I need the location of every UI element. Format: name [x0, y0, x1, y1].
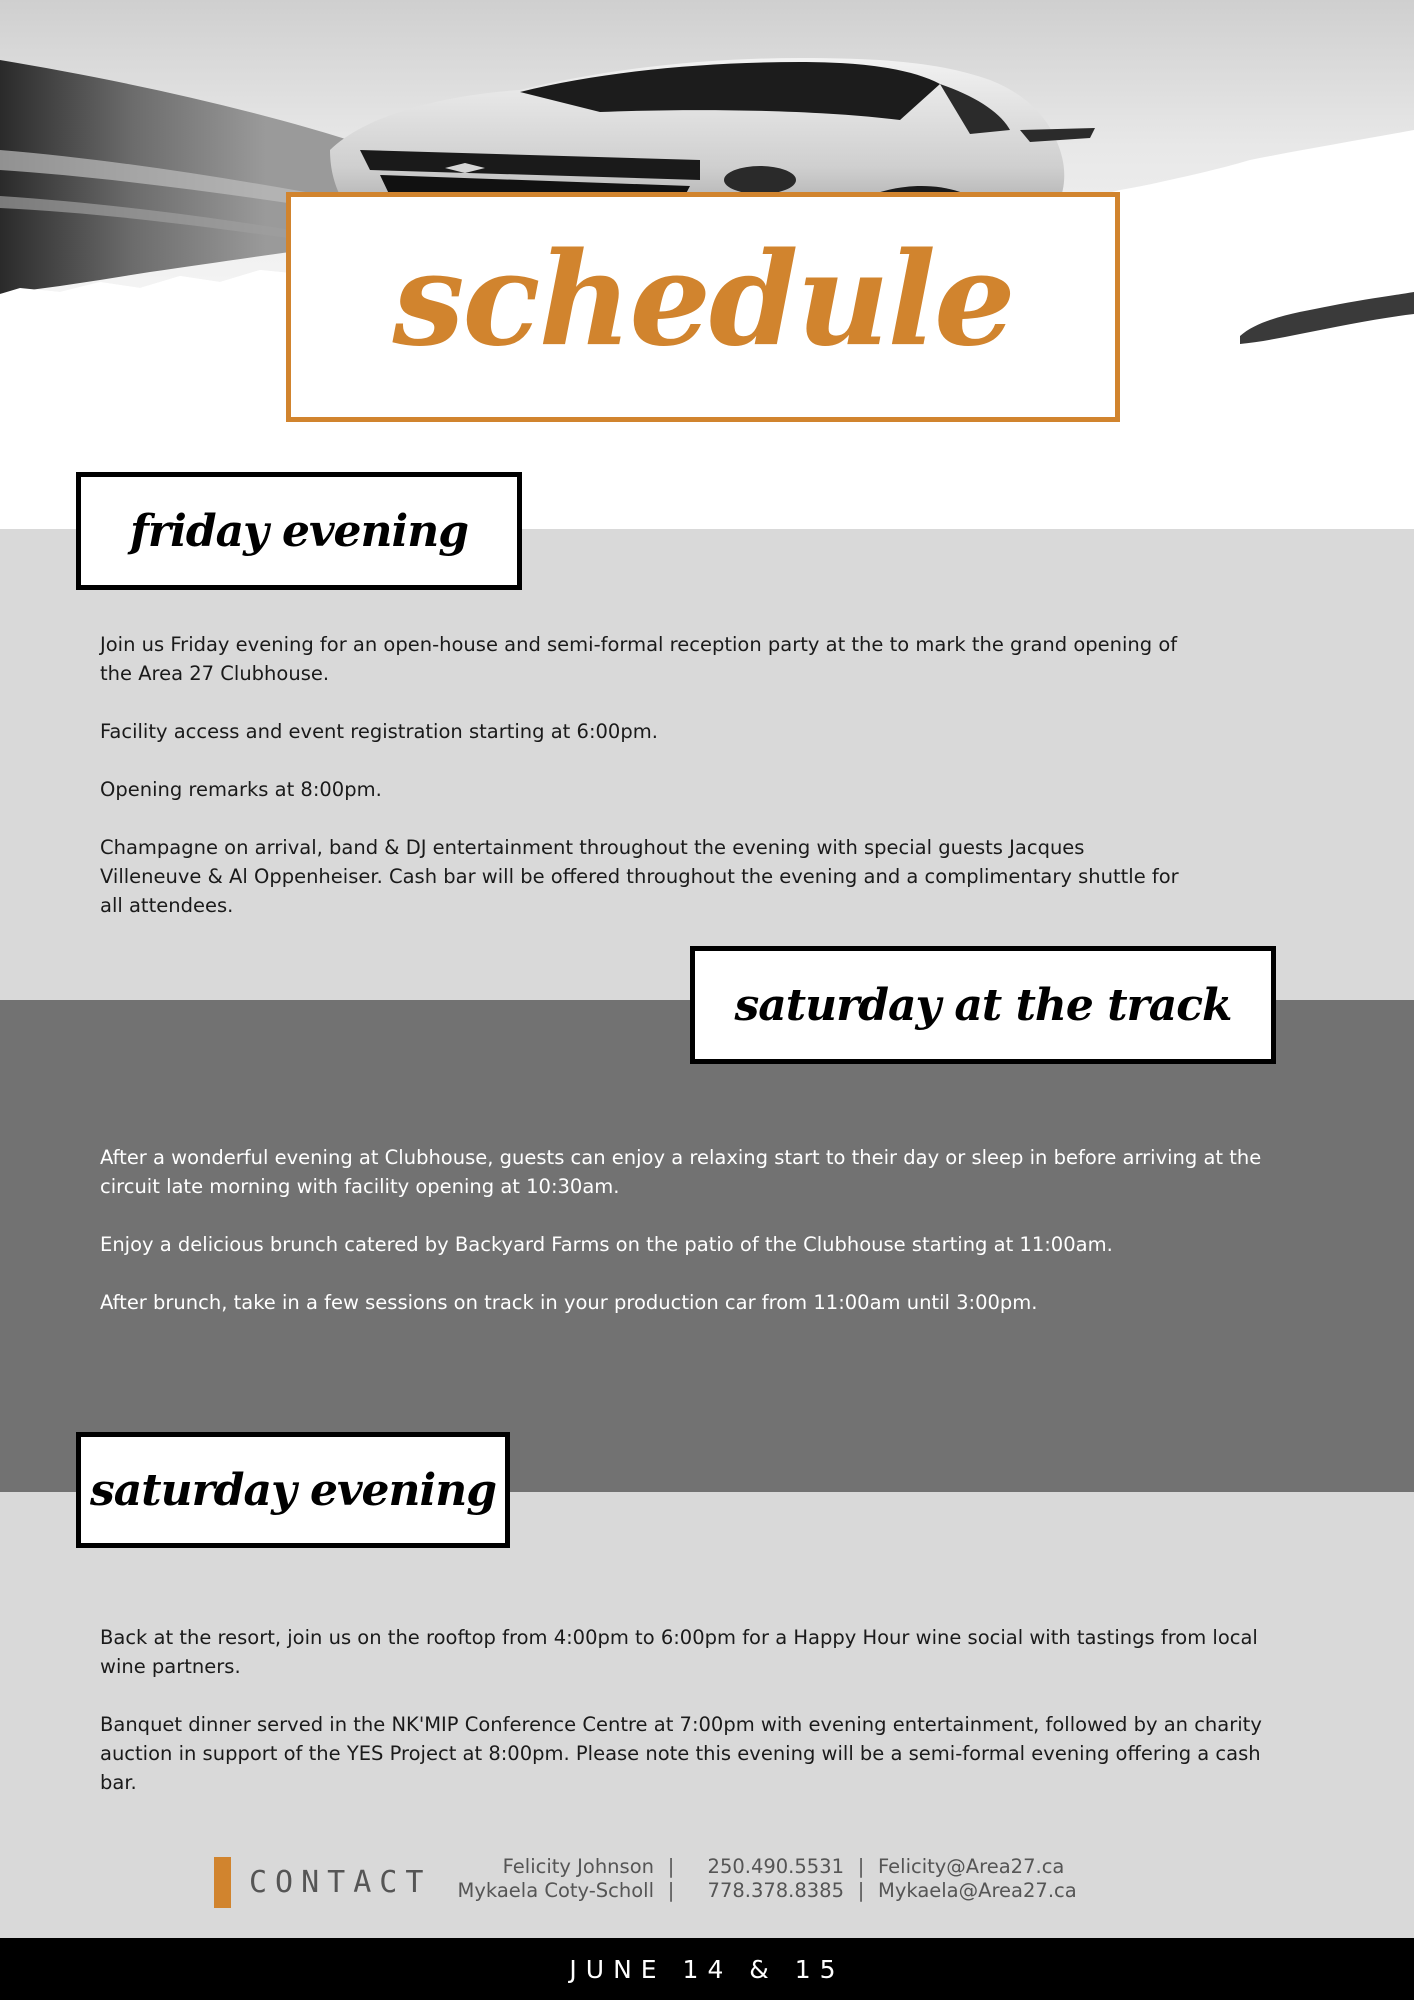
friday-paragraph: Facility access and event registration starting at 6:00pm. — [100, 720, 658, 743]
contact-row — [414, 1879, 1234, 1903]
friday-text — [100, 630, 1180, 949]
contact-phone[interactable]: 250.490.5531 — [707, 1855, 844, 1878]
contact-block — [214, 1855, 1214, 1907]
saturday-track-paragraph: After brunch, take in a few sessions on track in your production car from 11:00am until 3:00pm. — [100, 1291, 1038, 1314]
contact-separator: | — [667, 1879, 675, 1902]
friday-heading-box — [76, 472, 522, 590]
saturday-evening-text — [100, 1623, 1300, 1826]
footer-bar — [0, 1938, 1414, 2000]
contact-phone[interactable]: 778.378.8385 — [707, 1879, 844, 1902]
contact-separator: | — [857, 1855, 865, 1878]
saturday-evening-heading-box — [76, 1432, 510, 1548]
saturday-track-heading: saturday at the track — [734, 979, 1232, 1031]
title-frame — [286, 192, 1120, 422]
contact-accent-bar — [214, 1857, 231, 1908]
contact-name: Mykaela Coty-Scholl — [457, 1879, 654, 1902]
saturday-track-text — [100, 1143, 1300, 1346]
contact-row — [414, 1855, 1234, 1879]
contact-list — [414, 1855, 1234, 1903]
saturday-evening-paragraph: Back at the resort, join us on the rooftop from 4:00pm to 6:00pm for a Happy Hour wine social with tastings from local wine partners. — [100, 1626, 1258, 1678]
friday-paragraph: Opening remarks at 8:00pm. — [100, 778, 382, 801]
contact-email[interactable]: Felicity@Area27.ca — [878, 1855, 1065, 1878]
contact-separator: | — [667, 1855, 675, 1878]
saturday-track-paragraph: Enjoy a delicious brunch catered by Backyard Farms on the patio of the Clubhouse starting at 11:00am. — [100, 1233, 1113, 1256]
saturday-evening-heading: saturday evening — [90, 1464, 496, 1516]
page-title: schedule — [392, 225, 1014, 375]
saturday-track-heading-box — [690, 946, 1276, 1064]
contact-label: CONTACT — [249, 1865, 432, 1900]
saturday-evening-paragraph: Banquet dinner served in the NK'MIP Conference Centre at 7:00pm with evening entertainment, followed by an charity auction in support of the YES Project at 8:00pm. Please note this evening will be a semi-formal evening offering a cash bar. — [100, 1713, 1262, 1794]
friday-paragraph: Champagne on arrival, band & DJ entertainment throughout the evening with special guests Jacques Villeneuve & Al Oppenheiser. Cash bar will be offered throughout the evening and a complimentary shuttle for all attendees. — [100, 836, 1179, 917]
event-date: JUNE 14 & 15 — [569, 1954, 845, 1984]
friday-paragraph: Join us Friday evening for an open-house and semi-formal reception party at the to mark the grand opening of the Area 27 Clubhouse. — [100, 633, 1178, 685]
contact-email[interactable]: Mykaela@Area27.ca — [878, 1879, 1077, 1902]
saturday-track-paragraph: After a wonderful evening at Clubhouse, guests can enjoy a relaxing start to their day or sleep in before arriving at the circuit late morning with facility opening at 10:30am. — [100, 1146, 1262, 1198]
contact-name: Felicity Johnson — [502, 1855, 654, 1878]
friday-heading: friday evening — [130, 505, 468, 557]
contact-separator: | — [857, 1879, 865, 1902]
